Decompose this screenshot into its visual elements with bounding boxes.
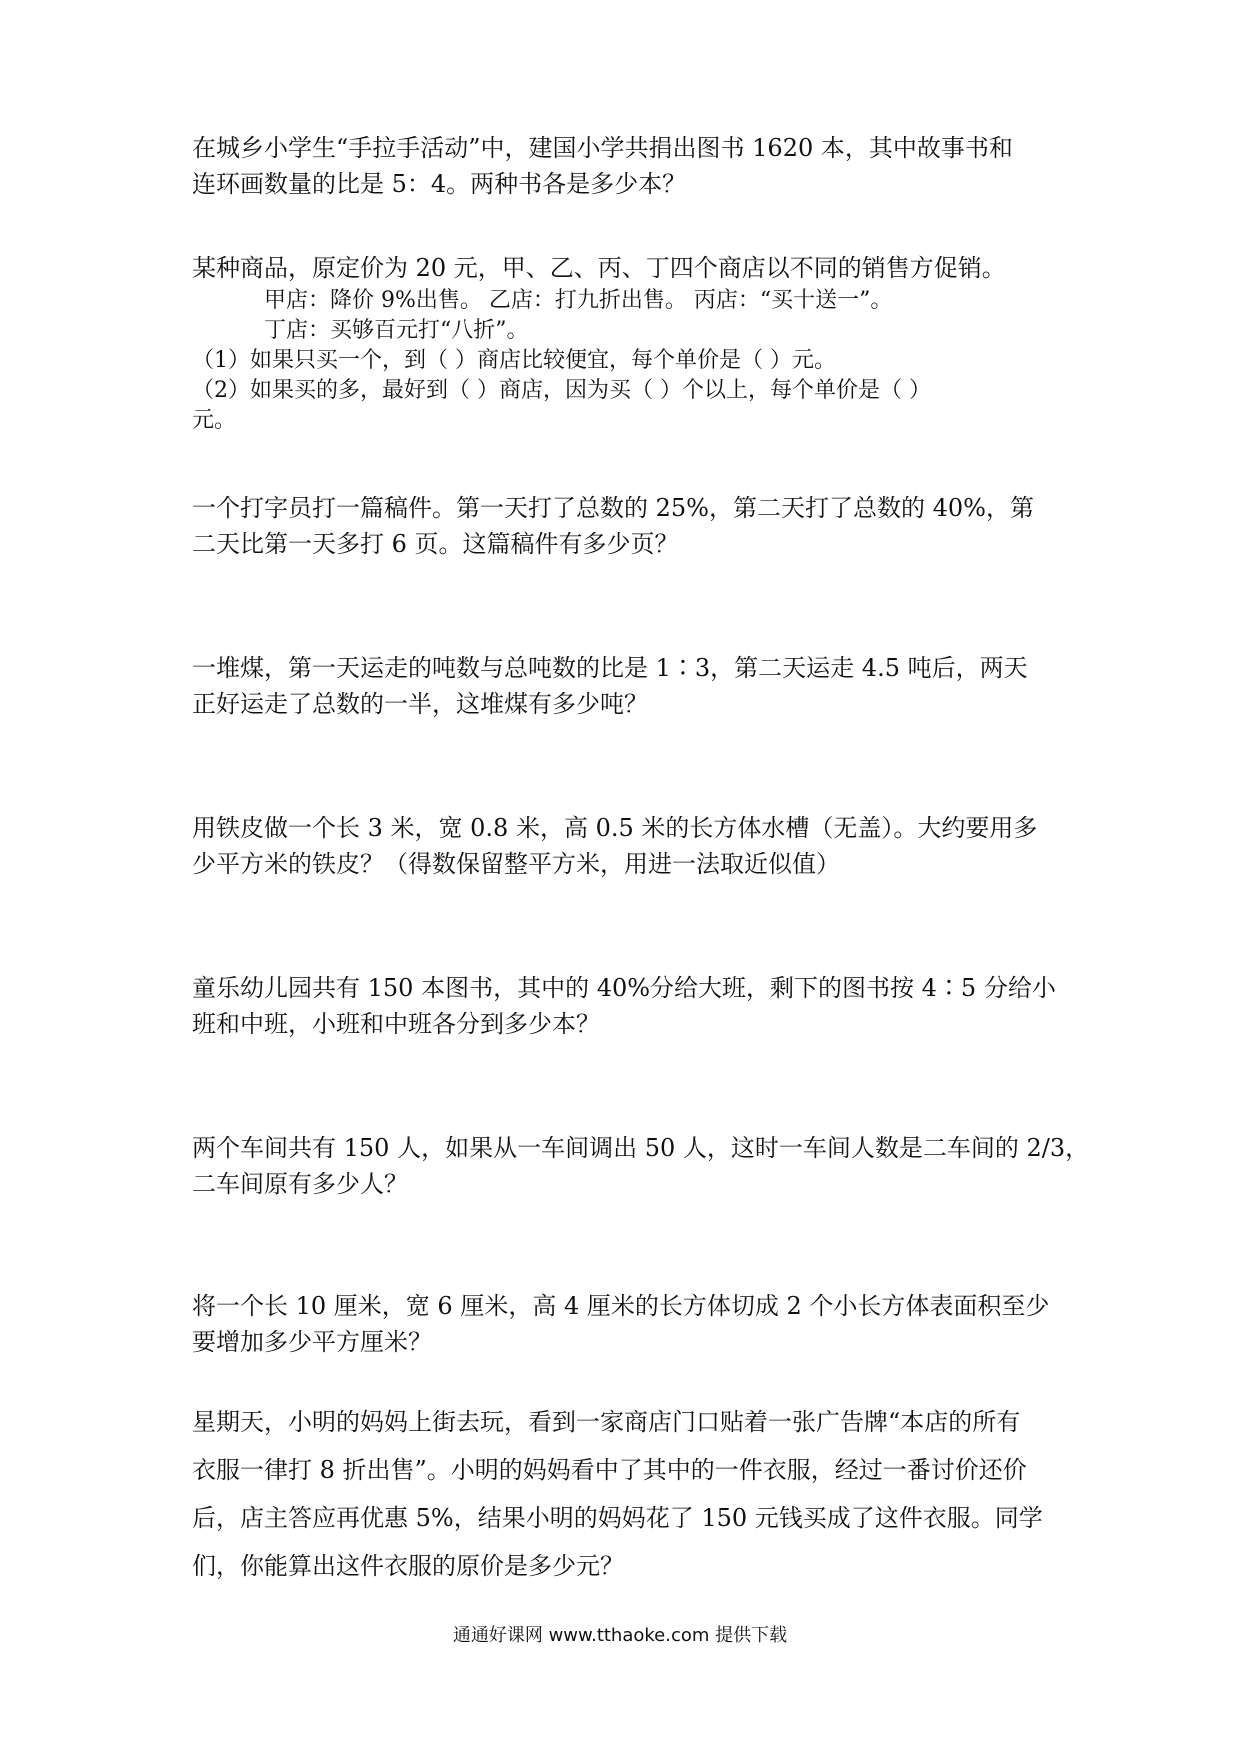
problem-8-line-2: 要增加多少平方厘米？ [192, 1328, 432, 1356]
problem-2-line-4: （1）如果只买一个，到（ ）商店比较便宜，每个单价是（ ）元。 [192, 348, 836, 373]
problem-6 [192, 970, 1062, 1042]
problem-2-line-2: 甲店：降价 9%出售。 乙店：打九折出售。 丙店：“买十送一”。 [264, 288, 893, 313]
problem-8-line-1: 将一个长 10 厘米，宽 6 厘米，高 4 厘米的长方体切成 2 个小长方体表面积至少 [192, 1292, 1050, 1320]
problem-9-line-2: 衣服一律打 8 折出售”。小明的妈妈看中了其中的一件衣服，经过一番讨价还价 [192, 1456, 1027, 1484]
problem-2-line-5: （2）如果买的多，最好到（ ）商店，因为买（ ）个以上，每个单价是（ ） [192, 378, 931, 403]
problem-1-line-1: 在城乡小学生“手拉手活动”中，建国小学共捐出图书 1620 本，其中故事书和 [192, 134, 1013, 162]
problem-4-line-2: 正好运走了总数的一半，这堆煤有多少吨？ [192, 690, 648, 718]
problem-5-line-2: 少平方米的铁皮？（得数保留整平方米，用进一法取近似值） [192, 850, 840, 878]
problem-2-line-3: 丁店：买够百元打“八折”。 [264, 318, 529, 343]
problem-6-line-2: 班和中班，小班和中班各分到多少本？ [192, 1010, 600, 1038]
page-footer: 通通好课网 www.tthaoke.com 提供下载 [452, 1625, 788, 1646]
problem-9 [192, 1398, 1062, 1590]
problem-1-line-2: 连环画数量的比是 5：4。两种书各是多少本？ [192, 170, 687, 198]
problem-4 [192, 650, 1062, 722]
problem-9-line-4: 们，你能算出这件衣服的原价是多少元？ [192, 1552, 624, 1580]
problem-3-line-2: 二天比第一天多打 6 页。这篇稿件有多少页？ [192, 530, 679, 558]
problem-3-line-1: 一个打字员打一篇稿件。第一天打了总数的 25%，第二天打了总数的 40%，第 [192, 494, 1034, 522]
problem-7 [192, 1130, 1090, 1202]
problem-5-line-1: 用铁皮做一个长 3 米，宽 0.8 米，高 0.5 米的长方体水槽（无盖）。大约要用多 [192, 814, 1038, 842]
problem-3 [192, 490, 1062, 562]
problem-8 [192, 1288, 1062, 1360]
problem-2 [192, 250, 1062, 436]
problem-2-line-1: 某种商品，原定价为 20 元，甲、乙、丙、丁四个商店以不同的销售方促销。 [192, 254, 1006, 282]
problem-4-line-1: 一堆煤，第一天运走的吨数与总吨数的比是 1∶3，第二天运走 4.5 吨后，两天 [192, 654, 1028, 682]
problem-7-line-2: 二车间原有多少人？ [192, 1170, 408, 1198]
problem-1 [192, 130, 1062, 202]
problem-9-line-1: 星期天，小明的妈妈上街去玩，看到一家商店门口贴着一张广告牌“本店的所有 [192, 1408, 1021, 1436]
problem-9-line-3: 后，店主答应再优惠 5%，结果小明的妈妈花了 150 元钱买成了这件衣服。同学 [192, 1504, 1043, 1532]
problem-5 [192, 810, 1062, 882]
problem-7-line-1: 两个车间共有 150 人，如果从一车间调出 50 人，这时一车间人数是二车间的 2/3， [192, 1134, 1090, 1162]
problem-6-line-1: 童乐幼儿园共有 150 本图书，其中的 40%分给大班，剩下的图书按 4∶5 分给小 [192, 974, 1056, 1002]
problem-2-line-6: 元。 [192, 408, 237, 433]
